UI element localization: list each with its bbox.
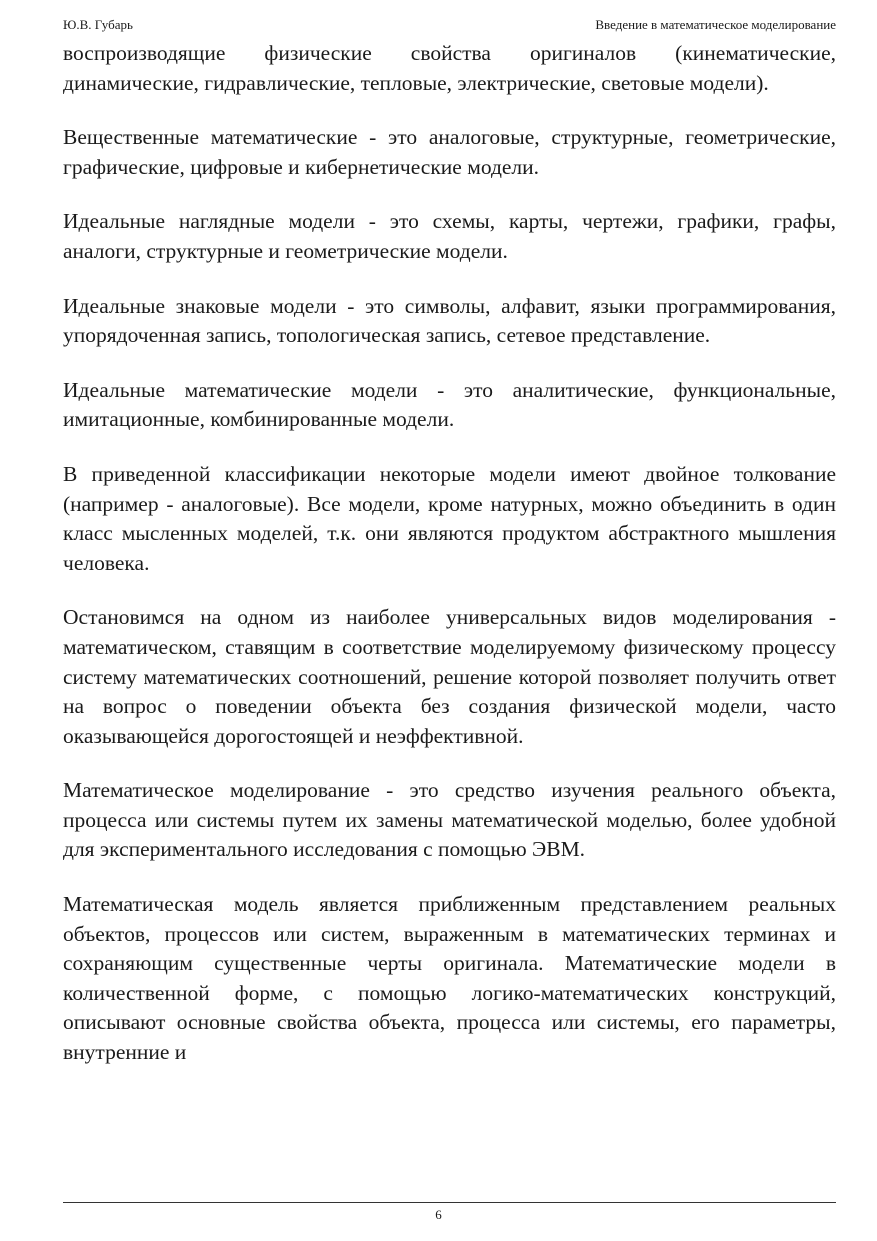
page-header (63, 16, 836, 34)
paragraph: Идеальные знаковые модели - это символы, алфавит, языки программирования, упорядоченная запись, топологическая запись, сетевое представление. (63, 293, 836, 348)
paragraph: Математическое моделирование - это средство изучения реального объекта, процесса или системы путем их замены математической моделью, более удобной для экспериментального исследования с помощью ЭВМ. (63, 778, 836, 862)
header-title: Введение в математическое моделирование (595, 17, 836, 32)
paragraph: Идеальные математические модели - это аналитические, функциональные, имитационные, комбинированные модели. (63, 377, 836, 432)
footer-divider (63, 1202, 836, 1203)
paragraph: Математическая модель является приближенным представлением реальных объектов, процессов или систем, выраженным в математических терминах и сохраняющим существенные черты оригинала. Математические модели в количественной форме, с помощью логико-математических конструкций, описывают основные свойства объекта, процесса или системы, его параметры, внутренние и (63, 892, 836, 1065)
paragraph: Вещественные математические - это аналоговые, структурные, геометрические, графические, цифровые и кибернетические модели. (63, 125, 836, 179)
header-author: Ю.В. Губарь (63, 17, 133, 32)
paragraph: Остановимся на одном из наиболее универсальных видов моделирования - математическом, ставящим в соответствие моделируемому физическому процессу систему математических соотношений, решение которой позволяет получить ответ на вопрос о поведении объекта без создания физической модели, часто оказывающейся дорогостоящей и неэффективной. (63, 605, 836, 748)
paragraph: Идеальные наглядные модели - это схемы, карты, чертежи, графики, графы, аналоги, структурные и геометрические модели. (63, 209, 836, 263)
page-number: 6 (435, 1207, 442, 1222)
page-body (63, 39, 836, 1093)
paragraph: В приведенной классификации некоторые модели имеют двойное толкование (например - аналоговые). Все модели, кроме натурных, можно объединить в один класс мысленных моделей, т.к. они являются продуктом абстрактного мышления человека. (63, 461, 836, 575)
paragraph: воспроизводящие физические свойства оригиналов (кинематические, динамические, гидравлические, тепловые, электрические, световые модели). (63, 41, 836, 95)
